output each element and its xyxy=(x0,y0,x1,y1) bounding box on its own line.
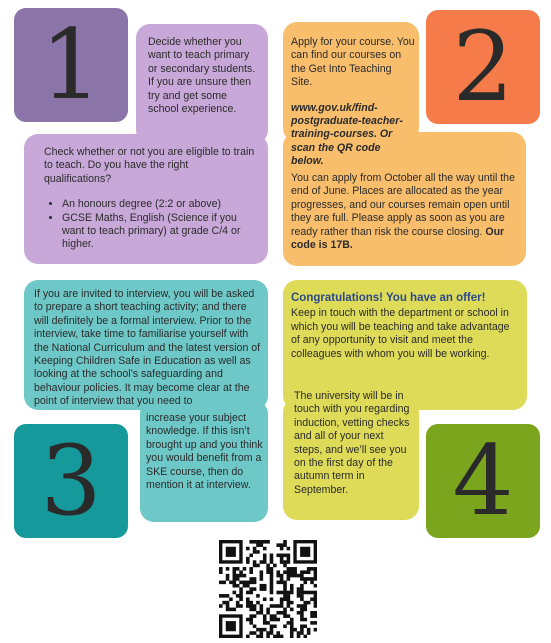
step-1-number-tile xyxy=(14,8,128,122)
step-4-number: 4 xyxy=(452,425,514,537)
qualification-item: • An honours degree (2:2 or above) xyxy=(62,198,256,211)
step-2-number-tile xyxy=(426,10,540,124)
step-2-apply: Apply for your course. You can find our courses on the Get Into Teaching Site. xyxy=(291,36,415,89)
step-1-intro: Decide whether you want to teach primary or secondary students. If you are unsure then try and get some school experience. xyxy=(148,36,256,116)
course-code: Our code is 17B. xyxy=(291,225,505,252)
step-2-text xyxy=(291,36,415,169)
step-4-number-tile xyxy=(426,424,540,538)
step-1-intro-text xyxy=(148,36,260,116)
step-2-dates: You can apply from October all the way until the end of June. Places are allocated as the year progresses, and our courses remain open until they are full. Please apply as soon as you are ready rather than risk the course closing. xyxy=(291,172,515,238)
step-3-number-tile xyxy=(14,424,128,538)
qr-code[interactable] xyxy=(219,540,317,638)
step-3-interview: If you are invited to interview, you will be asked to prepare a short teaching activity; and there will definitely be a formal interview. Prior to the interview, take time to familiarise yourself with the National Curriculum and the latest version of Keeping Children Safe in Education as well as looking at the school’s safeguarding and behaviour policies. It may become clear at the point of interview that you need to xyxy=(34,288,261,408)
step-2-number: 2 xyxy=(452,11,514,123)
step-4-keep-in-touch: Keep in touch with the department or school in which you will be teaching and take advantage of any opportunity to visit and meet the colleagues with whom you will be working. xyxy=(291,307,510,360)
step-1-eligibility-text xyxy=(44,146,256,252)
step-4-university: The university will be in touch with you regarding induction, vetting checks and all of your next steps, and we’ll see you on the first day of the autumn term in September. xyxy=(294,390,410,496)
course-search-link[interactable]: www.gov.uk/find-postgraduate-teacher-training-courses. Or scan the QR code below. xyxy=(291,101,403,168)
step-3-ske-text xyxy=(146,412,264,492)
offer-heading: Congratulations! You have an offer! xyxy=(291,292,486,304)
qualification-item: • GCSE Maths, English (Science if you want to teach primary) at grade C/4 or higher. xyxy=(62,212,256,252)
step-3-number: 3 xyxy=(40,425,102,537)
step-1-number: 1 xyxy=(40,9,102,121)
step-4-text xyxy=(291,292,519,361)
qr-code-icon xyxy=(219,540,317,638)
step-1-eligibility: Check whether or not you are eligible to train to teach. Do you have the right qualifications? xyxy=(44,146,255,185)
step-3-ske: increase your subject knowledge. If this isn’t brought up and you think you would benefit from a SKE course, then do mention it at interview. xyxy=(146,412,263,492)
step-2-dates-text xyxy=(291,172,519,252)
qualification-list xyxy=(44,198,256,252)
step-4-university-text xyxy=(294,390,414,497)
step-3-interview-text xyxy=(34,288,262,409)
